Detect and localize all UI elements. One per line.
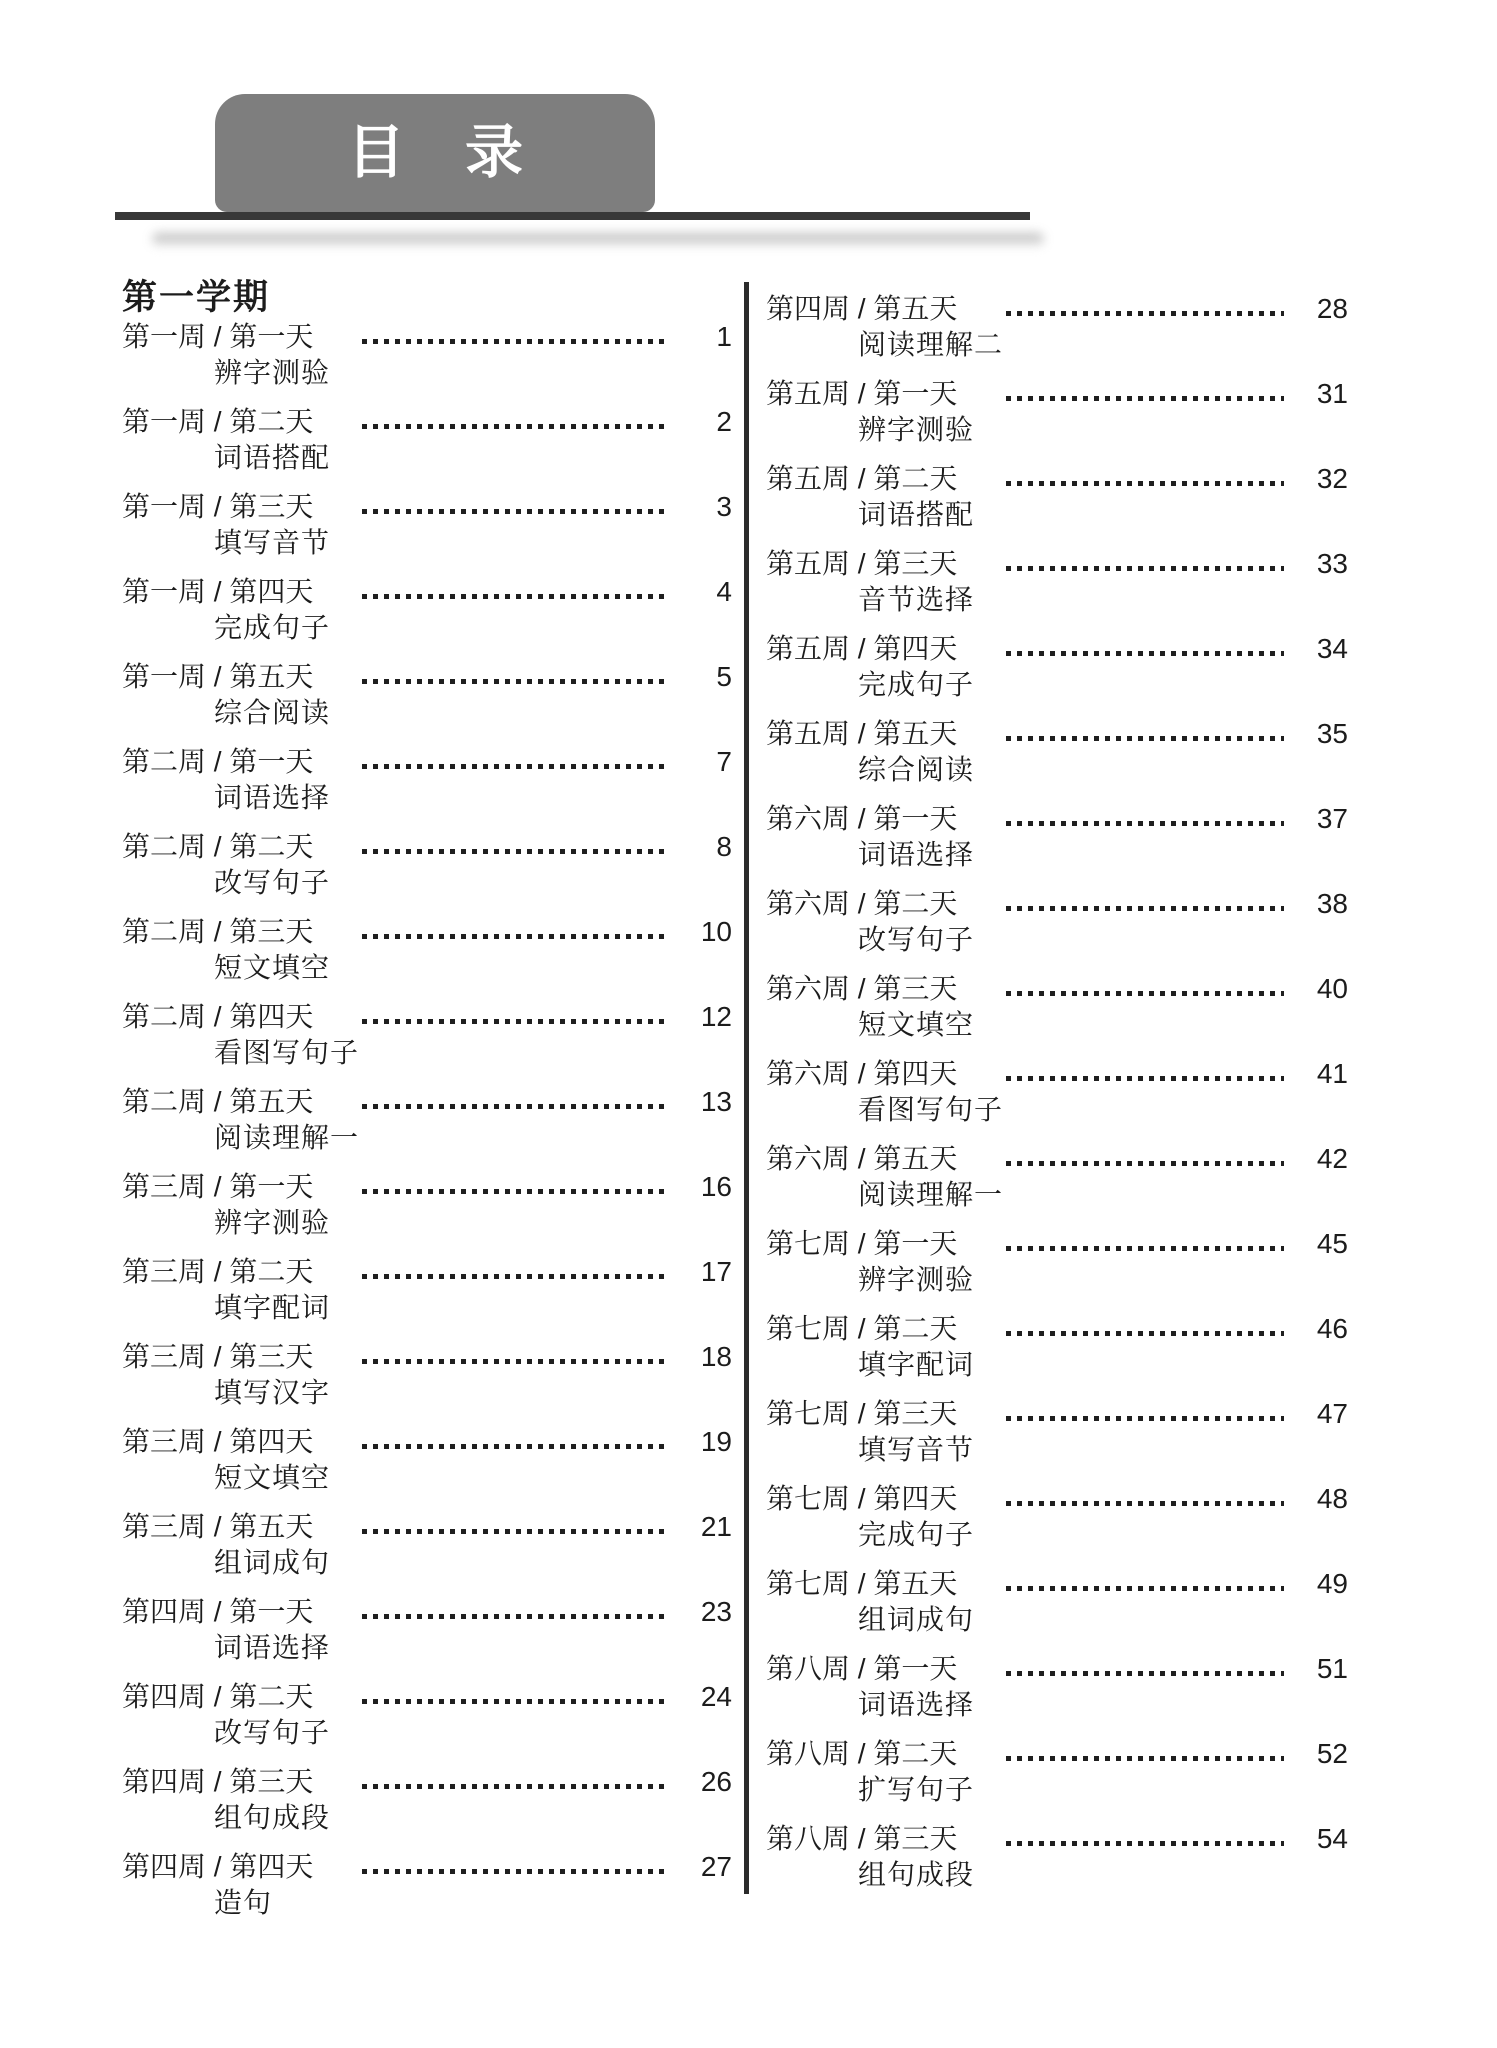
entry-week-day: 第二周 / 第五天 — [122, 1086, 314, 1117]
toc-entry-row — [122, 1680, 732, 1714]
toc-entry-row — [122, 1510, 732, 1544]
entry-topic: 辨字测验 — [858, 414, 975, 445]
entry-page-number: 42 — [1316, 1143, 1348, 1174]
entry-week-day: 第五周 / 第一天 — [766, 378, 958, 409]
dotted-leader — [362, 1104, 668, 1109]
dotted-leader — [362, 679, 668, 684]
column-divider — [744, 282, 749, 1894]
dotted-leader — [1006, 1076, 1284, 1081]
dotted-leader — [362, 849, 668, 854]
toc-entry — [766, 1312, 1348, 1382]
entry-week-day: 第三周 / 第三天 — [122, 1341, 314, 1372]
toc-entry-row — [122, 915, 732, 949]
toc-entry-row — [122, 1000, 732, 1034]
entry-page-number: 3 — [716, 491, 732, 522]
toc-entry-row — [122, 1850, 732, 1884]
entry-page-number: 32 — [1316, 463, 1348, 494]
entry-week-day: 第七周 / 第五天 — [766, 1568, 958, 1599]
toc-entry-row — [122, 1765, 732, 1799]
toc-entry-row — [766, 632, 1348, 666]
toc-entry — [766, 1057, 1348, 1127]
toc-entry — [122, 490, 732, 560]
toc-entry-row — [122, 1595, 732, 1629]
dotted-leader — [1006, 566, 1284, 571]
dotted-leader — [1006, 1756, 1284, 1761]
entry-page-number: 47 — [1316, 1398, 1348, 1429]
toc-entry — [122, 1850, 732, 1920]
toc-entry — [766, 1227, 1348, 1297]
dotted-leader — [1006, 821, 1284, 826]
entry-topic: 阅读理解一 — [858, 1179, 1004, 1210]
entry-week-day: 第一周 / 第一天 — [122, 321, 314, 352]
entry-page-number: 19 — [700, 1426, 732, 1457]
entry-page-number: 23 — [700, 1596, 732, 1627]
entry-topic: 综合阅读 — [858, 754, 975, 785]
entry-page-number: 18 — [700, 1341, 732, 1372]
toc-entry-row — [122, 490, 732, 524]
toc-entry — [766, 292, 1348, 362]
toc-entry — [122, 830, 732, 900]
entry-topic: 辨字测验 — [858, 1264, 975, 1295]
entry-topic: 组词成句 — [214, 1547, 331, 1578]
toc-entry-row — [766, 1227, 1348, 1261]
toc-entry-row — [122, 1425, 732, 1459]
entry-page-number: 49 — [1316, 1568, 1348, 1599]
toc-entry — [122, 1000, 732, 1070]
toc-entry-row — [766, 887, 1348, 921]
entry-week-day: 第四周 / 第五天 — [766, 293, 958, 324]
entry-topic: 看图写句子 — [858, 1094, 1004, 1125]
dotted-leader — [362, 1359, 668, 1364]
entry-topic: 完成句子 — [214, 612, 331, 643]
entry-page-number: 1 — [716, 321, 732, 352]
entry-week-day: 第三周 / 第四天 — [122, 1426, 314, 1457]
entry-week-day: 第一周 / 第二天 — [122, 406, 314, 437]
dotted-leader — [362, 1444, 668, 1449]
toc-entry-row — [122, 405, 732, 439]
toc-entry — [766, 1482, 1348, 1552]
toc-entry — [122, 1425, 732, 1495]
entry-week-day: 第七周 / 第四天 — [766, 1483, 958, 1514]
left-column-entries — [122, 320, 732, 1920]
dotted-leader — [1006, 396, 1284, 401]
dotted-leader — [1006, 1331, 1284, 1336]
entry-week-day: 第三周 / 第一天 — [122, 1171, 314, 1202]
dotted-leader — [362, 934, 668, 939]
entry-topic: 完成句子 — [858, 1519, 975, 1550]
entry-week-day: 第八周 / 第二天 — [766, 1738, 958, 1769]
dotted-leader — [362, 764, 668, 769]
entry-topic: 短文填空 — [858, 1009, 975, 1040]
entry-page-number: 5 — [716, 661, 732, 692]
entry-week-day: 第五周 / 第三天 — [766, 548, 958, 579]
entry-page-number: 12 — [700, 1001, 732, 1032]
toc-entry-row — [766, 462, 1348, 496]
entry-topic: 词语搭配 — [214, 442, 331, 473]
dotted-leader — [362, 424, 668, 429]
entry-week-day: 第二周 / 第三天 — [122, 916, 314, 947]
dotted-leader — [1006, 1586, 1284, 1591]
toc-entry-row — [122, 1085, 732, 1119]
entry-topic: 辨字测验 — [214, 1207, 331, 1238]
entry-week-day: 第一周 / 第五天 — [122, 661, 314, 692]
toc-entry-row — [766, 1057, 1348, 1091]
dotted-leader — [362, 509, 668, 514]
entry-week-day: 第六周 / 第四天 — [766, 1058, 958, 1089]
entry-page-number: 2 — [716, 406, 732, 437]
entry-page-number: 17 — [700, 1256, 732, 1287]
entry-week-day: 第七周 / 第三天 — [766, 1398, 958, 1429]
entry-page-number: 16 — [700, 1171, 732, 1202]
toc-title-box — [215, 94, 655, 212]
entry-page-number: 27 — [700, 1851, 732, 1882]
dotted-leader — [362, 1529, 668, 1534]
entry-week-day: 第二周 / 第四天 — [122, 1001, 314, 1032]
entry-topic: 词语选择 — [214, 1632, 331, 1663]
toc-entry — [122, 745, 732, 815]
toc-entry — [122, 1510, 732, 1580]
toc-entry — [122, 1085, 732, 1155]
page-title: 目 录 — [346, 120, 546, 185]
dotted-leader — [362, 1189, 668, 1194]
entry-topic: 音节选择 — [858, 584, 975, 615]
entry-page-number: 13 — [700, 1086, 732, 1117]
toc-entry — [766, 547, 1348, 617]
entry-topic: 填写音节 — [858, 1434, 975, 1465]
entry-topic: 词语搭配 — [858, 499, 975, 530]
toc-entry — [766, 462, 1348, 532]
toc-entry — [766, 377, 1348, 447]
entry-topic: 填字配词 — [214, 1292, 331, 1323]
dotted-leader — [1006, 651, 1284, 656]
entry-topic: 改写句子 — [214, 867, 331, 898]
toc-entry-row — [122, 1255, 732, 1289]
entry-week-day: 第八周 / 第三天 — [766, 1823, 958, 1854]
dotted-leader — [1006, 1246, 1284, 1251]
entry-topic: 阅读理解一 — [214, 1122, 360, 1153]
toc-entry-row — [766, 802, 1348, 836]
entry-page-number: 38 — [1316, 888, 1348, 919]
toc-entry-row — [766, 1397, 1348, 1431]
entry-page-number: 33 — [1316, 548, 1348, 579]
entry-page-number: 26 — [700, 1766, 732, 1797]
entry-page-number: 51 — [1316, 1653, 1348, 1684]
entry-week-day: 第四周 / 第一天 — [122, 1596, 314, 1627]
dotted-leader — [1006, 736, 1284, 741]
toc-entry — [122, 575, 732, 645]
dotted-leader — [1006, 906, 1284, 911]
entry-week-day: 第二周 / 第一天 — [122, 746, 314, 777]
header-rule — [115, 212, 1030, 220]
toc-entry — [122, 405, 732, 475]
entry-page-number: 37 — [1316, 803, 1348, 834]
entry-week-day: 第六周 / 第二天 — [766, 888, 958, 919]
dotted-leader — [1006, 1841, 1284, 1846]
entry-page-number: 7 — [716, 746, 732, 777]
entry-page-number: 52 — [1316, 1738, 1348, 1769]
entry-topic: 词语选择 — [858, 1689, 975, 1720]
entry-page-number: 24 — [700, 1681, 732, 1712]
toc-entry-row — [766, 1312, 1348, 1346]
toc-entry — [766, 1652, 1348, 1722]
toc-entry — [766, 1142, 1348, 1212]
dotted-leader — [362, 1019, 668, 1024]
toc-entry — [122, 915, 732, 985]
toc-entry — [766, 1822, 1348, 1892]
toc-entry — [766, 802, 1348, 872]
entry-topic: 词语选择 — [214, 782, 331, 813]
right-column-entries — [766, 292, 1348, 1892]
toc-entry-row — [122, 320, 732, 354]
entry-page-number: 48 — [1316, 1483, 1348, 1514]
dotted-leader — [362, 1274, 668, 1279]
toc-entry-row — [766, 1142, 1348, 1176]
toc-entry-row — [122, 660, 732, 694]
dotted-leader — [1006, 991, 1284, 996]
toc-right-column — [766, 292, 1348, 1907]
entry-page-number: 28 — [1316, 293, 1348, 324]
toc-entry-row — [122, 830, 732, 864]
entry-week-day: 第三周 / 第五天 — [122, 1511, 314, 1542]
entry-topic: 词语选择 — [858, 839, 975, 870]
entry-topic: 辨字测验 — [214, 357, 331, 388]
toc-entry-row — [122, 1340, 732, 1374]
dotted-leader — [1006, 1671, 1284, 1676]
toc-entry-row — [122, 745, 732, 779]
entry-week-day: 第一周 / 第四天 — [122, 576, 314, 607]
toc-entry — [122, 1595, 732, 1665]
toc-entry — [766, 1397, 1348, 1467]
entry-page-number: 35 — [1316, 718, 1348, 749]
entry-week-day: 第八周 / 第一天 — [766, 1653, 958, 1684]
toc-entry — [766, 972, 1348, 1042]
entry-week-day: 第二周 / 第二天 — [122, 831, 314, 862]
entry-page-number: 34 — [1316, 633, 1348, 664]
entry-topic: 填写汉字 — [214, 1377, 331, 1408]
entry-week-day: 第六周 / 第五天 — [766, 1143, 958, 1174]
entry-week-day: 第五周 / 第四天 — [766, 633, 958, 664]
toc-entry-row — [766, 377, 1348, 411]
entry-week-day: 第七周 / 第二天 — [766, 1313, 958, 1344]
semester-heading: 第一学期 — [122, 278, 271, 317]
entry-page-number: 54 — [1316, 1823, 1348, 1854]
toc-entry — [122, 1765, 732, 1835]
dotted-leader — [1006, 1161, 1284, 1166]
entry-topic: 造句 — [214, 1887, 273, 1918]
toc-entry — [122, 1170, 732, 1240]
toc-left-column — [122, 278, 732, 1935]
dotted-leader — [1006, 481, 1284, 486]
dotted-leader — [1006, 1501, 1284, 1506]
toc-entry — [122, 1340, 732, 1410]
entry-topic: 扩写句子 — [858, 1774, 975, 1805]
toc-entry-row — [766, 1482, 1348, 1516]
toc-entry — [766, 1737, 1348, 1807]
entry-topic: 完成句子 — [858, 669, 975, 700]
entry-week-day: 第五周 / 第五天 — [766, 718, 958, 749]
entry-topic: 改写句子 — [214, 1717, 331, 1748]
toc-entry — [122, 660, 732, 730]
dotted-leader — [362, 1869, 668, 1874]
header-rule-shadow — [152, 233, 1044, 246]
toc-entry-row — [766, 1567, 1348, 1601]
entry-page-number: 45 — [1316, 1228, 1348, 1259]
entry-topic: 改写句子 — [858, 924, 975, 955]
toc-entry — [766, 632, 1348, 702]
toc-entry-row — [766, 1652, 1348, 1686]
entry-page-number: 46 — [1316, 1313, 1348, 1344]
toc-entry-row — [766, 292, 1348, 326]
entry-page-number: 40 — [1316, 973, 1348, 1004]
entry-page-number: 4 — [716, 576, 732, 607]
entry-week-day: 第五周 / 第二天 — [766, 463, 958, 494]
entry-topic: 综合阅读 — [214, 697, 331, 728]
entry-week-day: 第六周 / 第一天 — [766, 803, 958, 834]
entry-topic: 组句成段 — [858, 1859, 975, 1890]
toc-entry — [766, 1567, 1348, 1637]
entry-topic: 看图写句子 — [214, 1037, 360, 1068]
entry-week-day: 第四周 / 第四天 — [122, 1851, 314, 1882]
entry-week-day: 第四周 / 第二天 — [122, 1681, 314, 1712]
entry-week-day: 第七周 / 第一天 — [766, 1228, 958, 1259]
toc-entry — [766, 887, 1348, 957]
toc-entry-row — [766, 717, 1348, 751]
dotted-leader — [1006, 311, 1284, 316]
entry-topic: 组词成句 — [858, 1604, 975, 1635]
dotted-leader — [1006, 1416, 1284, 1421]
toc-entry — [766, 717, 1348, 787]
toc-entry — [122, 1680, 732, 1750]
entry-week-day: 第六周 / 第三天 — [766, 973, 958, 1004]
entry-page-number: 41 — [1316, 1058, 1348, 1089]
dotted-leader — [362, 1699, 668, 1704]
entry-page-number: 10 — [700, 916, 732, 947]
entry-topic: 填写音节 — [214, 527, 331, 558]
entry-topic: 组句成段 — [214, 1802, 331, 1833]
toc-entry — [122, 320, 732, 390]
entry-topic: 阅读理解二 — [858, 329, 1004, 360]
entry-page-number: 31 — [1316, 378, 1348, 409]
dotted-leader — [362, 339, 668, 344]
toc-entry-row — [766, 1822, 1348, 1856]
toc-entry-row — [122, 1170, 732, 1204]
entry-week-day: 第一周 / 第三天 — [122, 491, 314, 522]
dotted-leader — [362, 1784, 668, 1789]
dotted-leader — [362, 594, 668, 599]
entry-topic: 短文填空 — [214, 1462, 331, 1493]
entry-topic: 短文填空 — [214, 952, 331, 983]
dotted-leader — [362, 1614, 668, 1619]
entry-page-number: 8 — [716, 831, 732, 862]
entry-topic: 填字配词 — [858, 1349, 975, 1380]
toc-entry-row — [766, 547, 1348, 581]
toc-entry-row — [766, 1737, 1348, 1771]
entry-week-day: 第四周 / 第三天 — [122, 1766, 314, 1797]
entry-page-number: 21 — [700, 1511, 732, 1542]
toc-entry — [122, 1255, 732, 1325]
entry-week-day: 第三周 / 第二天 — [122, 1256, 314, 1287]
toc-entry-row — [122, 575, 732, 609]
toc-entry-row — [766, 972, 1348, 1006]
